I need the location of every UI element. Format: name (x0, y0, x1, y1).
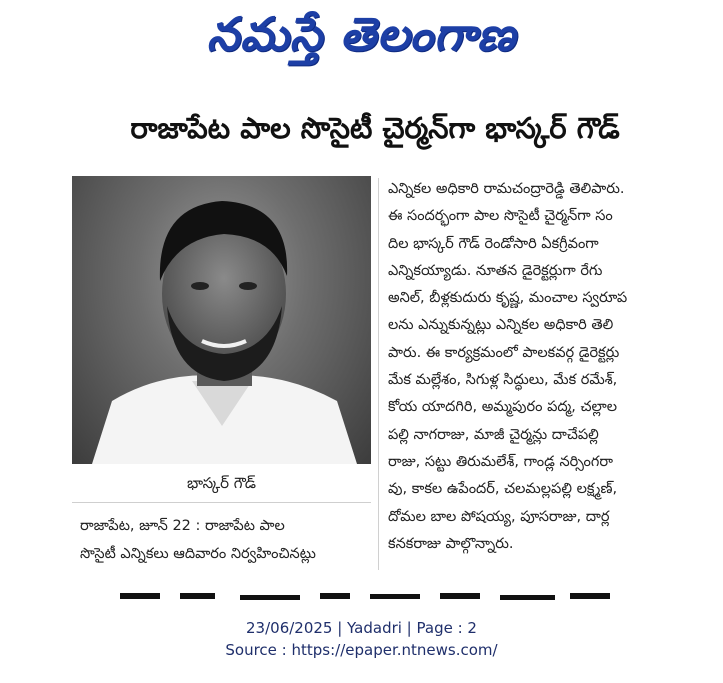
body-line: పల్లి నాగరాజు, మాజీ చైర్మన్లు దాచేపల్లి (388, 426, 599, 443)
body-line: అనిల్, బీళ్లకుదురు కృష్ణ, మంచాల స్వరూప (388, 290, 628, 307)
body-line: సొసైటీ ఎన్నికలు ఆదివారం నిర్వహించినట్లు (80, 546, 316, 562)
headline-text: రాజాపేట పాల సొసైటీ చైర్మన్‌గా భాస్కర్ గౌడ్ (130, 111, 620, 145)
body-line: వు, కాకల ఉపేందర్, చలమల్లపల్లి లక్ష్మణ్, (388, 481, 618, 498)
portrait-photo (72, 176, 371, 464)
footer-source-line: Source : https://epaper.ntnews.com/ (225, 641, 498, 659)
masthead (0, 0, 723, 80)
cropped-text-fragment (110, 583, 630, 605)
body-line: లను ఎన్నుకున్నట్లు ఎన్నికల అధికారి తెలి (388, 317, 614, 334)
photo-caption (72, 468, 371, 503)
article-headline (60, 108, 690, 156)
body-line: దిల భాస్కర్ గౌడ్ రెండోసారి ఏకగ్రీవంగా (388, 235, 599, 252)
body-line: మేక మల్లేశం, సిగుళ్ల సిద్ధులు, మేక రమేశ్, (388, 372, 618, 389)
body-line: కోయ యాదగిరి, అమ్మపురం పద్మ, చల్లాల (388, 399, 617, 416)
newspaper-title: నమస్తే తెలంగాణ (206, 7, 517, 61)
body-line: రాజు, సట్టు తిరుమలేశ్, గాండ్ల నర్సింగరా (388, 453, 613, 470)
article-body-left (80, 512, 370, 568)
portrait-illustration (72, 176, 371, 464)
body-line: ఎన్నికల అధికారి రామచంద్రారెడ్డి తెలిపారు. (388, 181, 625, 197)
body-line: ఈ సందర్భంగా పాల సొసైటీ చైర్మన్‌గా సం (388, 208, 613, 225)
article-body-right (388, 176, 693, 558)
footer (0, 617, 723, 661)
column-divider (378, 178, 379, 570)
body-line: ఎన్నికయ్యాడు. నూతన డైరెక్టర్లుగా రేగు (388, 262, 603, 279)
body-line: దోమల బాల పోషయ్య, పూసరాజు, దార్ల (388, 508, 610, 525)
footer-date-line: 23/06/2025 | Yadadri | Page : 2 (246, 619, 477, 637)
body-line: పారు. ఈ కార్యక్రమంలో పాలకవర్గ డైరెక్టర్లు (388, 344, 620, 361)
body-line: కనకరాజు పాల్గొన్నారు. (388, 535, 514, 552)
next-article-cropped-headline (110, 583, 630, 605)
body-line: రాజాపేట, జూన్ 22 : రాజాపేట పాల (80, 518, 285, 534)
caption-text: భాస్కర్ గౌడ్ (186, 474, 257, 492)
